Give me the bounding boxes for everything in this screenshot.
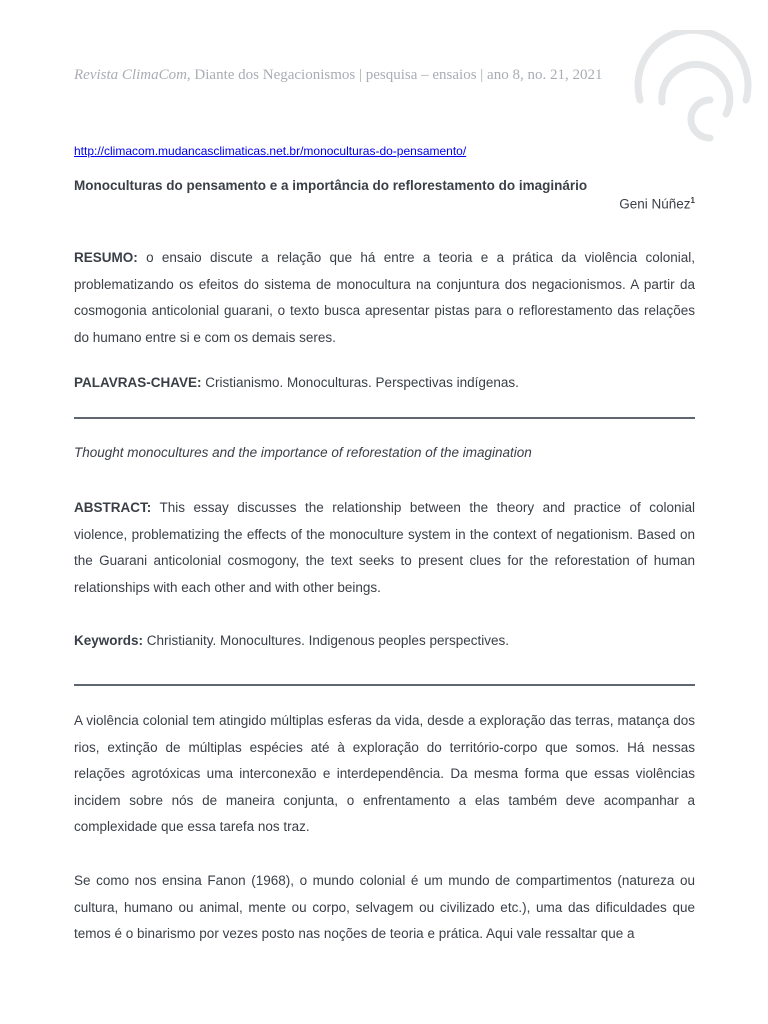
issue-info: , Diante dos Negacionismos | pesquisa – ensaios | ano 8, no. 21, 2021 — [186, 67, 603, 83]
keywords-label: Keywords: — [74, 633, 144, 648]
article-url-link[interactable]: http://climacom.mudancasclimaticas.net.br/monoculturas-do-pensamento/ — [74, 144, 467, 158]
article-title: Monoculturas do pensamento e a importância do reflorestamento do imaginário — [74, 178, 588, 193]
resumo-text: o ensaio discute a relação que há entre a teoria e a prática da violência colonial, problematizando os efeitos do sistema de monocultura na conjuntura dos negacionismos. A partir da cosmogonia anticolonial guarani, o texto busca apresentar pistas para o reflorestamento das relações do humano entre si e com os demais seres. — [74, 250, 695, 345]
resumo-paragraph — [74, 245, 695, 351]
resumo-label: RESUMO: — [74, 250, 138, 265]
keywords-paragraph — [74, 628, 695, 655]
body-paragraph: Se como nos ensina Fanon (1968), o mundo colonial é um mundo de compartimentos (natureza ou cultura, humano ou animal, mente ou corpo, selvagem ou civilizado etc.), uma das dificuldades que temos é o binarismo por vezes posto nas noções de teoria e prática. Aqui vale ressaltar que a — [74, 873, 695, 942]
author-name: Geni Núñez — [619, 196, 691, 212]
section-divider — [74, 684, 695, 686]
running-header — [74, 67, 602, 84]
author-footnote-marker[interactable]: 1 — [690, 196, 695, 205]
abstract-text: This essay discusses the relationship between the theory and practice of colonial violence, problematizing the effects of the monoculture system in the context of negationism. Based on the Guarani anticolonial cosmogony, the text seeks to present clues for the reforestation of human relationships with each other and with other beings. — [74, 500, 695, 595]
keywords-text: Christianity. Monocultures. Indigenous peoples perspectives. — [143, 633, 509, 648]
journal-name: Revista ClimaCom — [74, 67, 187, 83]
section-divider — [74, 417, 695, 419]
abstract-paragraph — [74, 495, 695, 601]
author — [619, 196, 695, 212]
palavras-chave-label: PALAVRAS-CHAVE: — [74, 375, 202, 390]
climacom-logo — [628, 30, 758, 150]
english-title: Thought monocultures and the importance of reforestation of the imagination — [74, 445, 532, 460]
body-paragraph: A violência colonial tem atingido múltiplas esferas da vida, desde a exploração das terras, matança dos rios, extinção de múltiplas espécies até à exploração do território-corpo que somos. Há nessas relações agrotóxicas uma interconexão e interdependência. Da mesma forma que essas violências incidem sobre nós de maneira conjunta, o enfrentamento a elas também deve acompanhar a complexidade que essa tarefa nos traz. — [74, 713, 695, 835]
palavras-chave-paragraph — [74, 370, 695, 397]
abstract-label: ABSTRACT: — [74, 500, 152, 515]
palavras-chave-text: Cristianismo. Monoculturas. Perspectivas indígenas. — [201, 375, 519, 390]
